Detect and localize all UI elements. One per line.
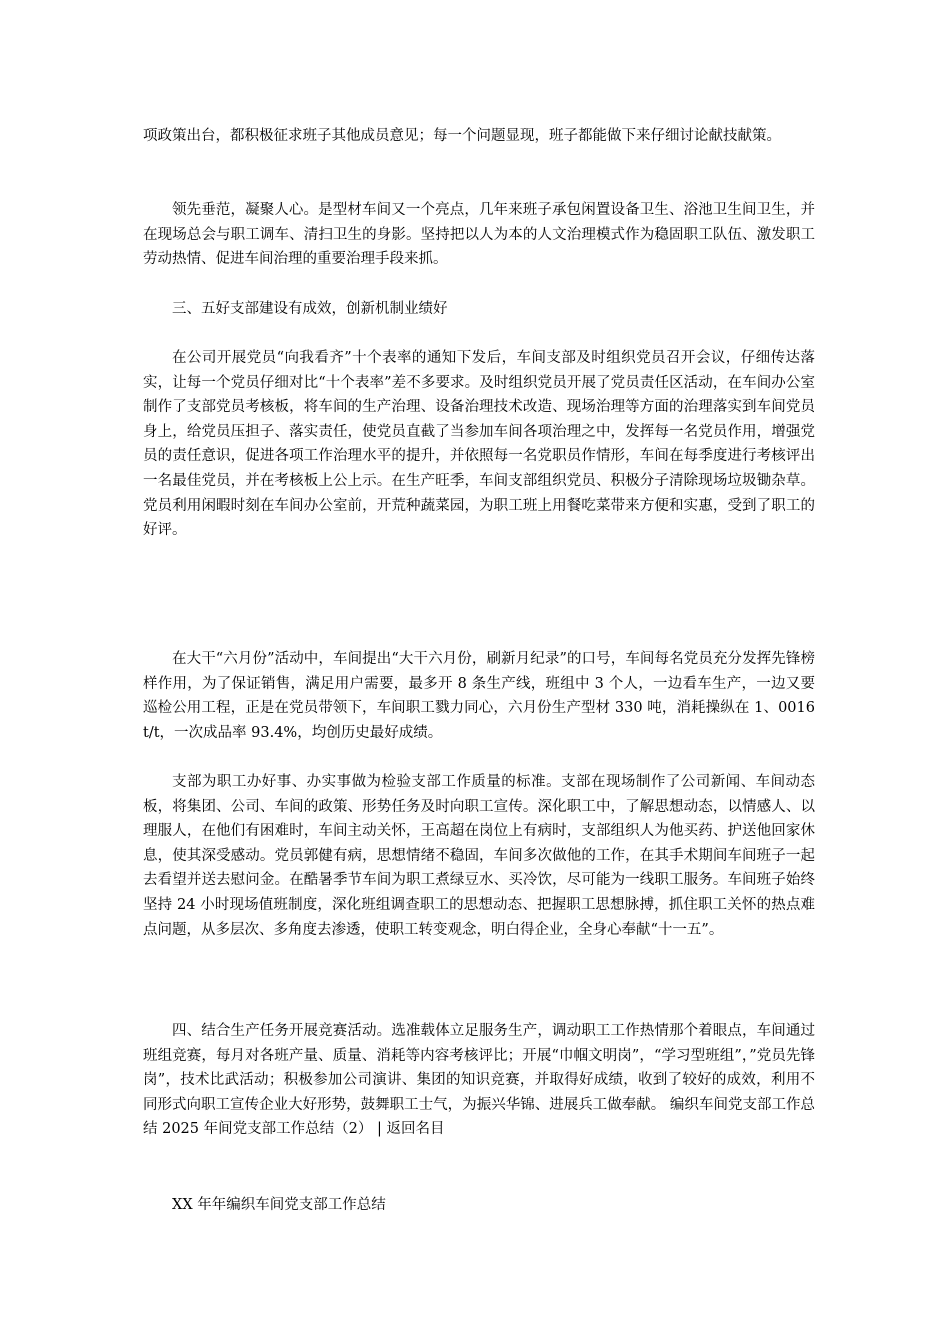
paragraph-june-campaign: 在大干“六月份”活动中，车间提出“大干六月份，刷新月纪录”的口号，车间每名党员充分发挥先锋榜样作用，为了保证销售，满足用户需要，最多开 8 条生产线，班组中 3 个人，一边看车生产，一边又要巡检公用工程，正是在党员带领下，车间职工戮力同心，六月份生产型材 330 吨，消耗操纵在 1、0016t/t，一次成品率 93.4%，均创历史最好成绩。 — [143, 651, 815, 741]
paragraph-leading-example: 领先垂范，凝聚人心。是型材车间又一个亮点，几年来班子承包闲置设备卫生、浴池卫生间卫生，并在现场总会与职工调车、清扫卫生的身影。坚持把以人为本的人文治理模式作为稳固职工队伍、激发职工劳动热情、促进车间治理的重要治理手段来抓。 — [143, 202, 815, 268]
paragraph-continuation: 项政策出台，都积极征求班子其他成员意见；每一个问题显现，班子都能做下来仔细讨论献技献策。 — [143, 128, 781, 144]
section-heading-four: 四、结合生产任务开展竞赛活动。选准载体立足服务生产，调动职工工作热情那个着眼点，车间通过班组竞赛，每月对各班产量、质量、消耗等内容考核评比；开展“巾帼文明岗”，“学习型班组”，”党员先锋岗”，技术比武活动；积极参加公司演讲、集团的知识竞赛，并取得好成绩，收到了较好的成效，利用不同形式向职工宣传企业大好形势，鼓舞职工士气，为振兴华锦、进展兵工做奉献。 编织车间党支部工作总结 2025 年间党支部工作总结（2） | 返回名目 — [143, 1023, 815, 1138]
section-heading-three: 三、五好支部建设有成效，创新机制业绩好 — [172, 301, 448, 317]
paragraph-staff-care: 支部为职工办好事、办实事做为检验支部工作质量的标准。支部在现场制作了公司新闻、车间动态板，将集团、公司、车间的政策、形势任务及时向职工宣传。深化职工中，了解思想动态，以情感人、以理服人，在他们有困难时，车间主动关怀，王高超在岗位上有病时，支部组织人为他买药、护送他回家休息，使其深受感动。党员郭健有病，思想情绪不稳固，车间多次做他的工作，在其手术期间车间班子一起去看望并送去慰问金。在酷暑季节车间为职工煮绿豆水、买冷饮，尽可能为一线职工服务。车间班子始终坚持 24 小时现场值班制度，深化班组调查职工的思想动态、把握职工思想脉搏，抓住职工关怀的热点难点问题，从多层次、多角度去渗透，使职工转变观念，明白得企业，全身心奉献“十一五”。 — [143, 774, 815, 938]
paragraph-party-member-activities: 在公司开展党员“向我看齐”十个表率的通知下发后，车间支部及时组织党员召开会议，仔细传达落实，让每一个党员仔细对比“十个表率”差不多要求。及时组织党员开展了党员责任区活动，在车间办公室制作了支部党员考核板，将车间的生产治理、设备治理技术改造、现场治理等方面的治理落实到车间党员身上，给党员压担子、落实责任，使党员直截了当参加车间各项治理之中，发挥每一名党员作用，增强党员的责任意识，促进各项工作治理水平的提升，并依照每一名党职员作情形，车间在每季度进行考核评出一名最佳党员，并在考核板上公上示。在生产旺季，车间支部组织党员、积极分子清除现场垃圾锄杂草。党员利用闲暇时刻在车间办公室前，开荒种蔬菜园，为职工班上用餐吃菜带来方便和实惠，受到了职工的好评。 — [143, 350, 815, 539]
document-title-line: XX 年年编织车间党支部工作总结 — [172, 1197, 386, 1213]
